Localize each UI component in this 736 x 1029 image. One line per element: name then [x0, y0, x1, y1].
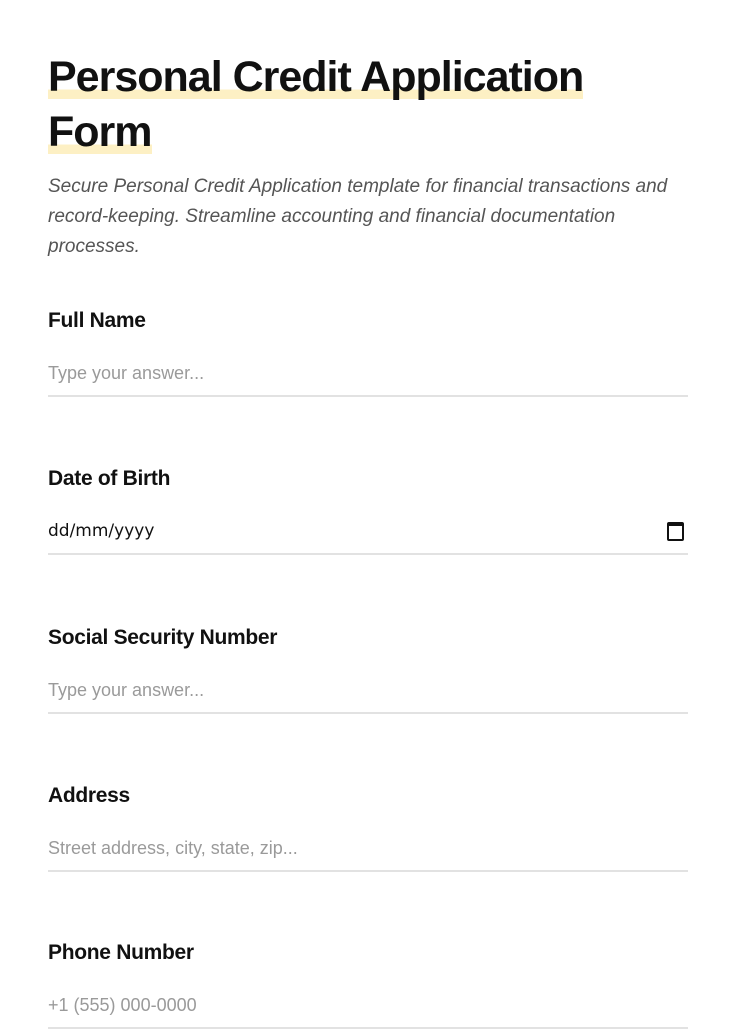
placeholder: Type your answer... — [48, 362, 205, 383]
date-value: dd/mm/yyyy — [48, 521, 155, 541]
field-ssn — [48, 624, 688, 700]
placeholder: Street address, city, state, zip... — [48, 837, 298, 858]
field-label: Full Name — [48, 309, 146, 332]
field-label: Social Security Number — [48, 626, 278, 649]
date-of-birth-input[interactable] — [48, 509, 688, 555]
field-label: Phone Number — [48, 941, 194, 964]
field-date-of-birth — [48, 465, 688, 541]
address-input[interactable] — [48, 826, 688, 872]
full-name-input[interactable] — [48, 351, 688, 397]
placeholder: Type your answer... — [48, 679, 205, 700]
page-title — [48, 50, 688, 160]
field-label: Date of Birth — [48, 467, 171, 490]
ssn-input[interactable] — [48, 668, 688, 714]
field-phone — [48, 939, 688, 1015]
placeholder: +1 (555) 000-0000 — [48, 994, 197, 1015]
page-title-text: Personal Credit Application Form — [48, 53, 584, 156]
phone-input[interactable] — [48, 983, 688, 1029]
calendar-icon[interactable] — [667, 522, 684, 541]
form-header — [48, 50, 688, 262]
form-description: Secure Personal Credit Application template for financial transactions and record-keeping. Streamline accounting and financial documentation processes. — [48, 176, 668, 257]
field-full-name — [48, 307, 688, 383]
field-label: Address — [48, 784, 130, 807]
field-address — [48, 782, 688, 858]
